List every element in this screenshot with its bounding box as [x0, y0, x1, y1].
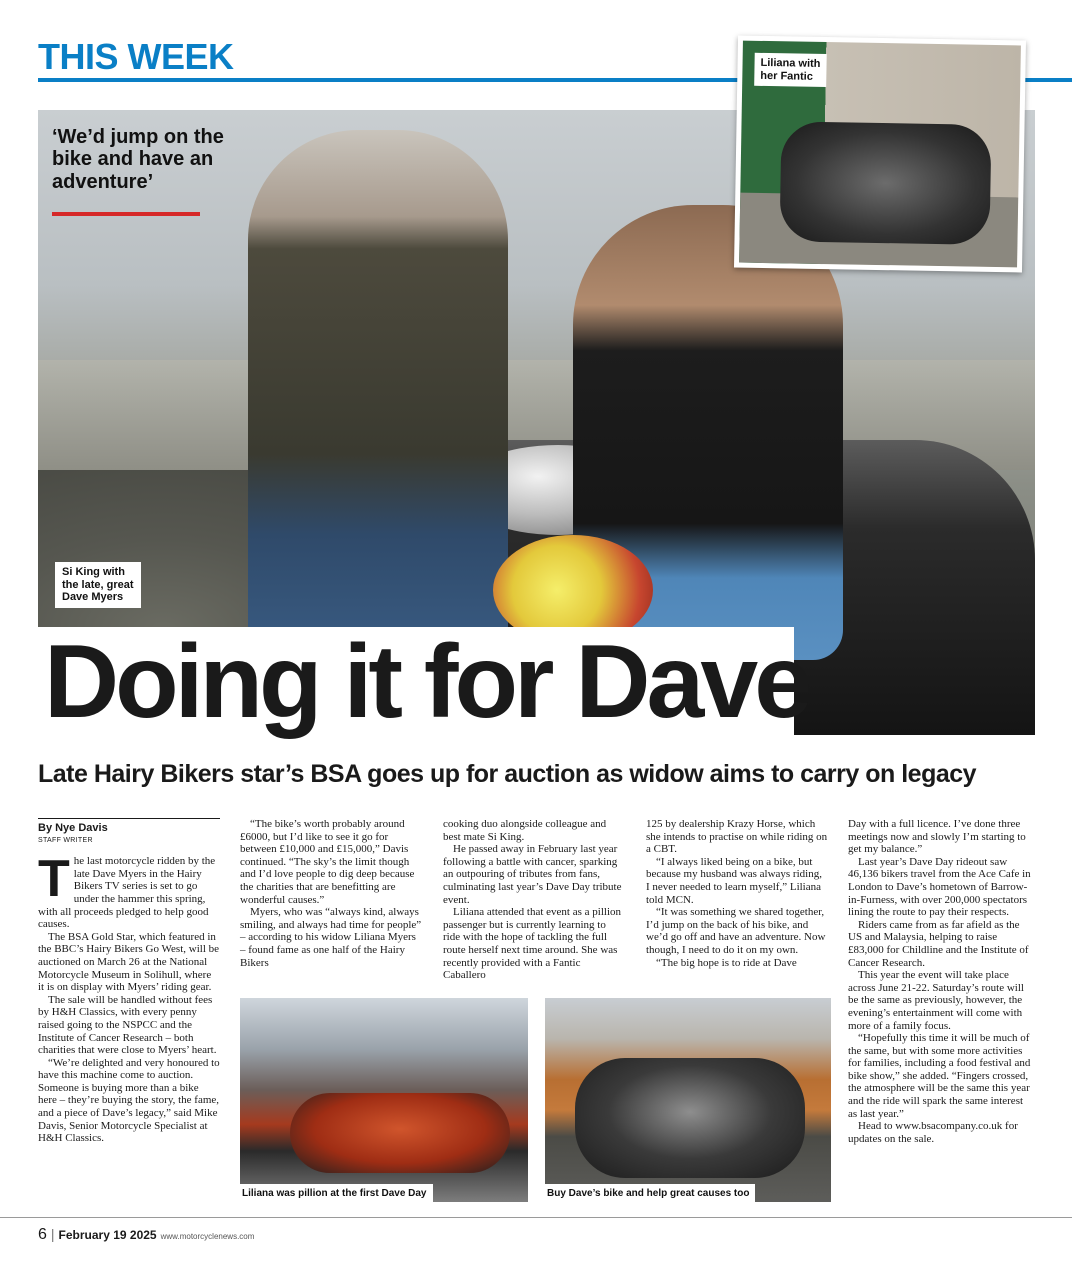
- standfirst: Late Hairy Bikers star’s BSA goes up for auction as widow aims to carry on legacy: [38, 760, 977, 788]
- pull-quote-rule: [52, 212, 200, 216]
- article-paragraph: [38, 850, 220, 931]
- article-paragraph: “I always liked being on a bike, but because my husband was always riding, I never needed to learn myself,” Liliana told MCN.: [646, 855, 822, 906]
- inset-photo: [734, 36, 1026, 273]
- hero-caption-line: Si King with: [62, 566, 125, 578]
- issue-date: February 19 2025: [58, 1228, 157, 1242]
- pull-quote: ‘We’d jump on the bike and have an adventure’: [52, 126, 224, 193]
- inset-caption: [754, 53, 826, 88]
- article-paragraph: Last year’s Dave Day rideout saw 46,136 bikers travel from the Ace Cafe in London to Dave’s hometown of Barrow-in-Furness, with over 200,000 spectators lining the route to pay their respects.: [848, 855, 1031, 919]
- article-paragraph: Myers, who was “always kind, always smiling, and always had time for people” – according to his widow Liliana Myers – found fame as one half of the Hairy Bikers: [240, 906, 422, 969]
- footer-url: www.motorcyclenews.com: [160, 1232, 255, 1241]
- article-paragraph: The BSA Gold Star, which featured in the BBC’s Hairy Bikers Go West, will be auctioned on March 26 at the National Motorcycle Museum in Solihull, where it is on display with Myers’ riding gear.: [38, 930, 220, 994]
- article-paragraph: Day with a full licence. I’ve done three meetings now and slowly I’m starting to get my balance.”: [848, 818, 1026, 856]
- article-paragraph: “It was something we shared together, I’d jump on the back of his bike, and we’d go off and have an adventure. Now though, I need to do it on my own.: [646, 906, 826, 956]
- photo-caption: Buy Dave’s bike and help great causes too: [545, 1184, 755, 1202]
- byline-rule: [38, 818, 220, 819]
- article-paragraph: He passed away in February last year following a battle with cancer, sparking an outpouring of tributes from fans, culminating last year’s Dave Day tribute event.: [443, 843, 622, 906]
- drop-cap: T: [38, 850, 70, 909]
- byline: By Nye Davis: [38, 822, 108, 834]
- footer-separator: |: [50, 1226, 55, 1242]
- inset-caption-line: Liliana with: [760, 56, 821, 70]
- article-column-2: [240, 818, 422, 969]
- inset-caption-line: her Fantic: [760, 69, 814, 83]
- byline-role: STAFF WRITER: [38, 836, 93, 844]
- bsa-bike-photo: [545, 998, 831, 1202]
- article-paragraph: “We’re delighted and very honoured to have this machine come to auction. Someone is buying more than a bike here – they’re buying the story, the fame, and a piece of Dave’s legacy,” said Mike Davis, Senior Motorcycle Specialist at H&H Classics.: [38, 1056, 220, 1145]
- article-paragraph: “Hopefully this time it will be much of the same, but with some more activities for families, including a food festival and bike show,” she added. “Fingers crossed, the atmosphere will be the same this year and the ride will spark the same interest as last year.”: [848, 1032, 1031, 1120]
- page-number: 6: [38, 1226, 47, 1243]
- footer-rule: [0, 1217, 1072, 1218]
- article-paragraph: cooking duo alongside colleague and best mate Si King.: [443, 818, 607, 843]
- article-text: he last motorcycle ridden by the late Dave Myers in the Hairy Bikers TV series is set to go under the hammer this spring, with all proceeds pledged to help good causes.: [38, 855, 216, 931]
- article-column-4: [646, 818, 828, 969]
- hero-caption-line: Dave Myers: [62, 591, 124, 604]
- hero-caption: [55, 562, 141, 608]
- article-paragraph: Liliana attended that event as a pillion passenger but is currently learning to ride with the hope of tackling the full route herself next time around. She was recently provided with a Fantic Caballero: [443, 906, 621, 982]
- article-paragraph: Head to www.bsacompany.co.uk for updates on the sale.: [848, 1120, 1018, 1145]
- article-paragraph: Riders came from as far afield as the US and Malaysia, helping to raise £83,000 for Childline and the Institute of Cancer Research.: [848, 918, 1029, 969]
- article-paragraph: “The bike’s worth probably around £6000, but I’d like to see it go for between £10,000 and £15,000,” Davis continued. “The sky’s the limit though and I’d love people to dig deep because the charities that are benefitting are wonderful causes.”: [240, 818, 415, 906]
- article-column-3: [443, 818, 625, 982]
- article-paragraph: “The big hope is to ride at Dave: [656, 956, 797, 969]
- article-paragraph: 125 by dealership Krazy Horse, which she intends to practise on while riding on a CBT.: [646, 818, 828, 856]
- hero-caption-line: the late, great: [62, 578, 134, 591]
- headline: Doing it for Dave: [44, 624, 809, 740]
- dave-day-photo: [240, 998, 528, 1202]
- article-paragraph: This year the event will take place across June 21-22. Saturday’s route will be the same as previously, however, the evening’s entertainment will come with more of a family focus.: [848, 969, 1024, 1032]
- article-column-1: [38, 818, 220, 1145]
- photo-caption: Liliana was pillion at the first Dave Day: [240, 1184, 433, 1202]
- footer: [38, 1226, 254, 1244]
- section-label: THIS WEEK: [38, 36, 234, 77]
- article-column-5: [848, 818, 1034, 1145]
- article-paragraph: The sale will be handled without fees by H&H Classics, with every penny raised going to the NSPCC and the Institute of Cancer Research – both charities that were close to Myers’ heart.: [38, 993, 217, 1057]
